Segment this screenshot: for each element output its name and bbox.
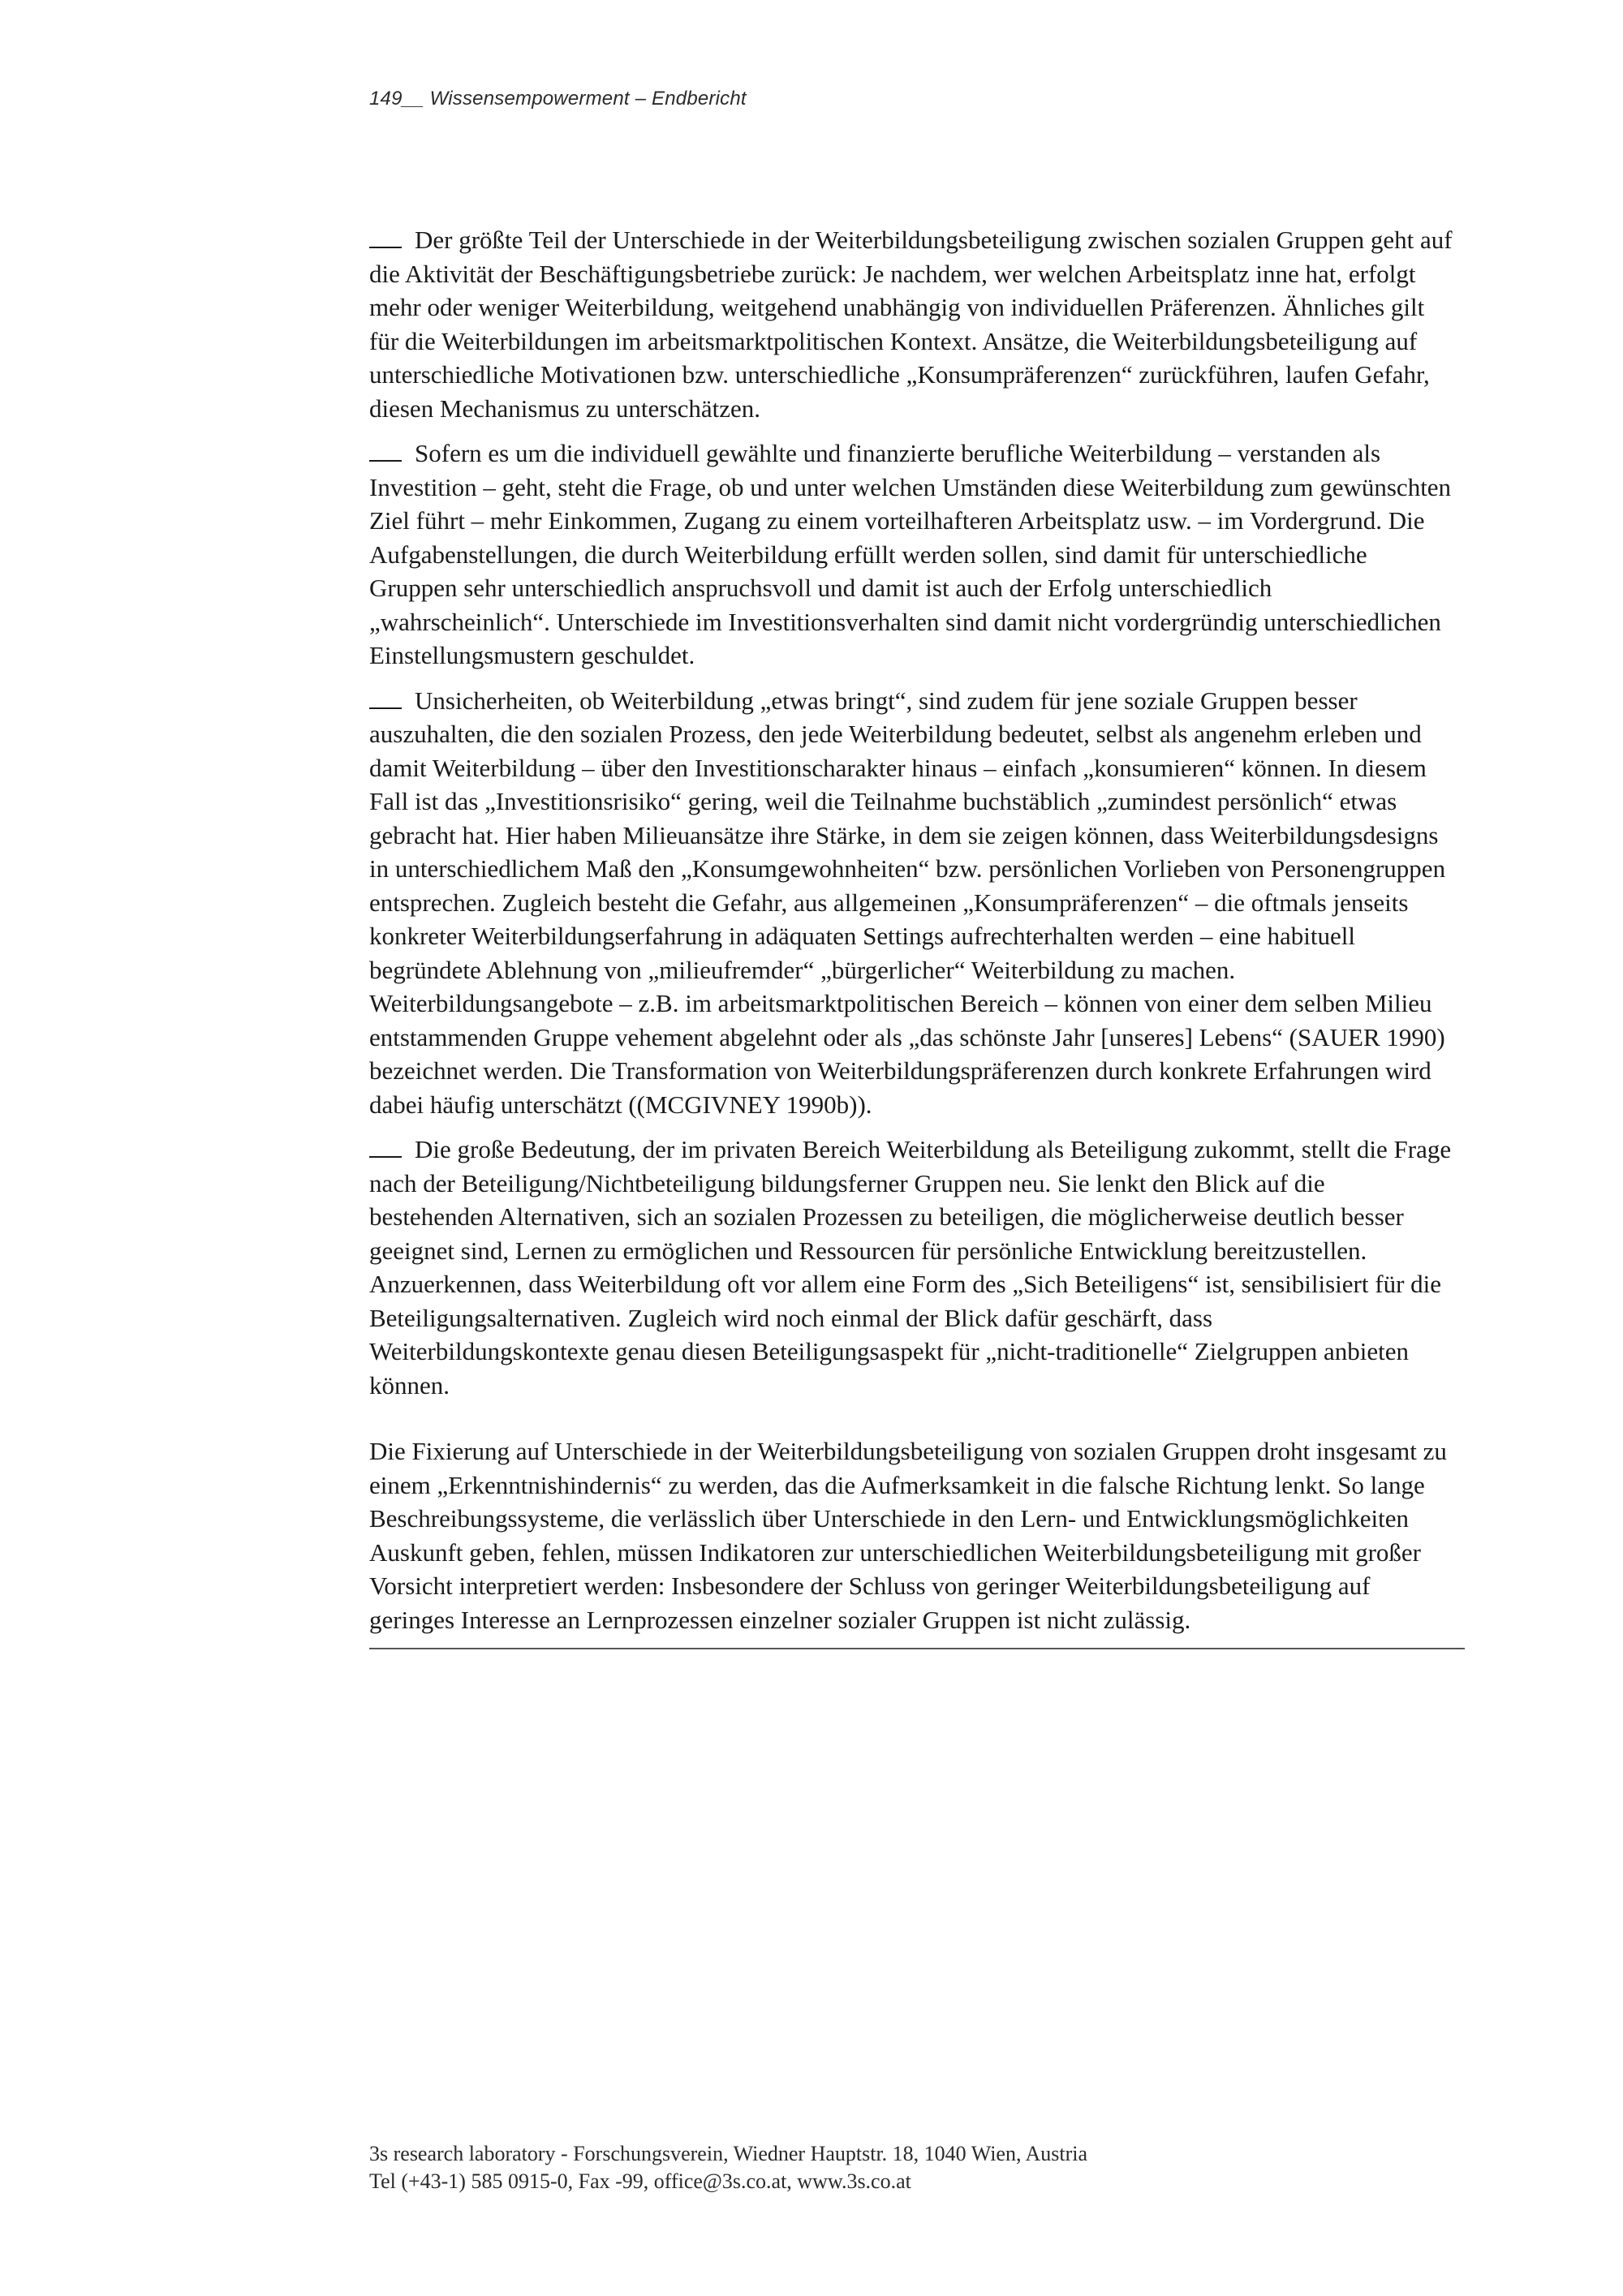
page-footer <box>369 2140 1087 2195</box>
paragraph-text: Die große Bedeutung, der im privaten Bereich Weiterbildung als Beteiligung zukommt, stellt die Frage nach der Beteiligung/Nichtbeteiligung bildungsferner Gruppen neu. Sie lenkt den Blick auf die bestehenden Alternativen, sich an sozialen Prozessen zu beteiligen, die möglicherweise deutlich besser geeignet sind, Lernen zu ermöglichen und Ressourcen für persönliche Entwicklung bereitzustellen. Anzuerkennen, dass Weiterbildung oft vor allem eine Form des „Sich Beteiligens“ ist, sensibilisiert für die Beteiligungsalternativen. Zugleich wird noch einmal der Blick dafür geschärft, dass Weiterbildungskontexte genau diesen Beteiligungsaspekt für „nicht-traditionelle“ Zielgruppen anbieten können. <box>369 1135 1452 1400</box>
footer-contact: Tel (+43-1) 585 0915-0, Fax -99, office@3s.co.at, www.3s.co.at <box>369 2169 911 2193</box>
bullet-dash-icon <box>369 246 402 248</box>
bullet-paragraph <box>369 684 1453 1122</box>
bullet-dash-icon <box>369 1155 402 1158</box>
bullet-paragraph <box>369 436 1453 673</box>
bullet-paragraph <box>369 1133 1453 1402</box>
paragraph-text: Unsicherheiten, ob Weiterbildung „etwas bringt“, sind zudem für jene soziale Gruppen besser auszuhalten, die den sozialen Prozess, den jede Weiterbildung bedeutet, selbst als angenehm erleben und damit Weiterbildung – über den Investitionscharakter hinaus – einfach „konsumieren“ können. In diesem Fall ist das „Investitionsrisiko“ gering, weil die Teilnahme buchstäblich „zumindest persönlich“ etwas gebracht hat. Hier haben Milieuansätze ihre Stärke, in dem sie zeigen können, dass Weiterbildungsdesigns in unterschiedlichem Maß den „Konsumgewohnheiten“ bzw. persönlichen Vorlieben von Personengruppen entsprechen. Zugleich besteht die Gefahr, aus allgemeinen „Konsumpräferenzen“ – die oftmals jenseits konkreter Weiterbildungserfahrung in adäquaten Settings aufrechterhalten werden – eine habituell begründete Ablehnung von „milieufremder“ „bürgerlicher“ Weiterbildung zu machen. Weiterbildungsangebote – z.B. im arbeitsmarktpolitischen Bereich – können von einer dem selben Milieu entstammenden Gruppe vehement abgelehnt oder als „das schönste Jahr [unseres] Lebens“ (SAUER 1990) bezeichnet werden. Die Transformation von Weiterbildungspräferenzen durch konkrete Erfahrungen wird dabei häufig unterschätzt ((MCGIVNEY 1990b)). <box>369 686 1446 1119</box>
paragraph-text: Sofern es um die individuell gewählte und finanzierte berufliche Weiterbildung – verstanden als Investition – geht, steht die Frage, ob und unter welchen Umständen diese Weiterbildung zum gewünschten Ziel führt – mehr Einkommen, Zugang zu einem vorteilhafteren Arbeitsplatz usw. – im Vordergrund. Die Aufgabenstellungen, die durch Weiterbildung erfüllt werden sollen, sind damit für unterschiedliche Gruppen sehr unterschiedlich anspruchsvoll und damit ist auch der Erfolg unterschiedlich „wahrscheinlich“. Unterschiede im Investitionsverhalten sind damit nicht vordergründig unterschiedlichen Einstellungsmustern geschuldet. <box>369 439 1452 669</box>
bullet-paragraph <box>369 223 1453 425</box>
paragraph-text: Der größte Teil der Unterschiede in der Weiterbildungsbeteiligung zwischen sozialen Gruppen geht auf die Aktivität der Beschäftigungsbetriebe zurück: Je nachdem, wer welchen Arbeitsplatz inne hat, erfolgt mehr oder weniger Weiterbildung, weitgehend unabhängig von individuellen Präferenzen. Ähnliches gilt für die Weiterbildungen im arbeitsmarktpolitischen Kontext. Ansätze, die Weiterbildungsbeteiligung auf unterschiedliche Motivationen bzw. unterschiedliche „Konsumpräferenzen“ zurückführen, laufen Gefahr, diesen Mechanismus zu unterschätzen. <box>369 226 1453 423</box>
bullet-dash-icon <box>369 459 402 462</box>
conclusion-paragraph: Die Fixierung auf Unterschiede in der Weiterbildungsbeteiligung von sozialen Gruppen droht insgesamt zu einem „Erkenntnishindernis“ zu werden, das die Aufmerksamkeit in die falsche Richtung lenkt. So lange Beschreibungssysteme, die verlässlich über Unterschiede in den Lern- und Entwicklungsmöglichkeiten Auskunft geben, fehlen, müssen Indikatoren zur unterschiedlichen Weiterbildungsbeteiligung mit großer Vorsicht interpretiert werden: Insbesondere der Schluss von geringer Weiterbildungsbeteiligung auf geringes Interesse an Lernprozessen einzelner sozialer Gruppen ist nicht zulässig. <box>369 1437 1447 1634</box>
footer-address: 3s research laboratory - Forschungsverein, Wiedner Hauptstr. 18, 1040 Wien, Austria <box>369 2142 1088 2165</box>
bullet-dash-icon <box>369 707 402 709</box>
main-content <box>369 223 1453 1649</box>
running-header: 149__ Wissensempowerment – Endbericht <box>369 88 747 110</box>
section-divider <box>369 1648 1465 1649</box>
